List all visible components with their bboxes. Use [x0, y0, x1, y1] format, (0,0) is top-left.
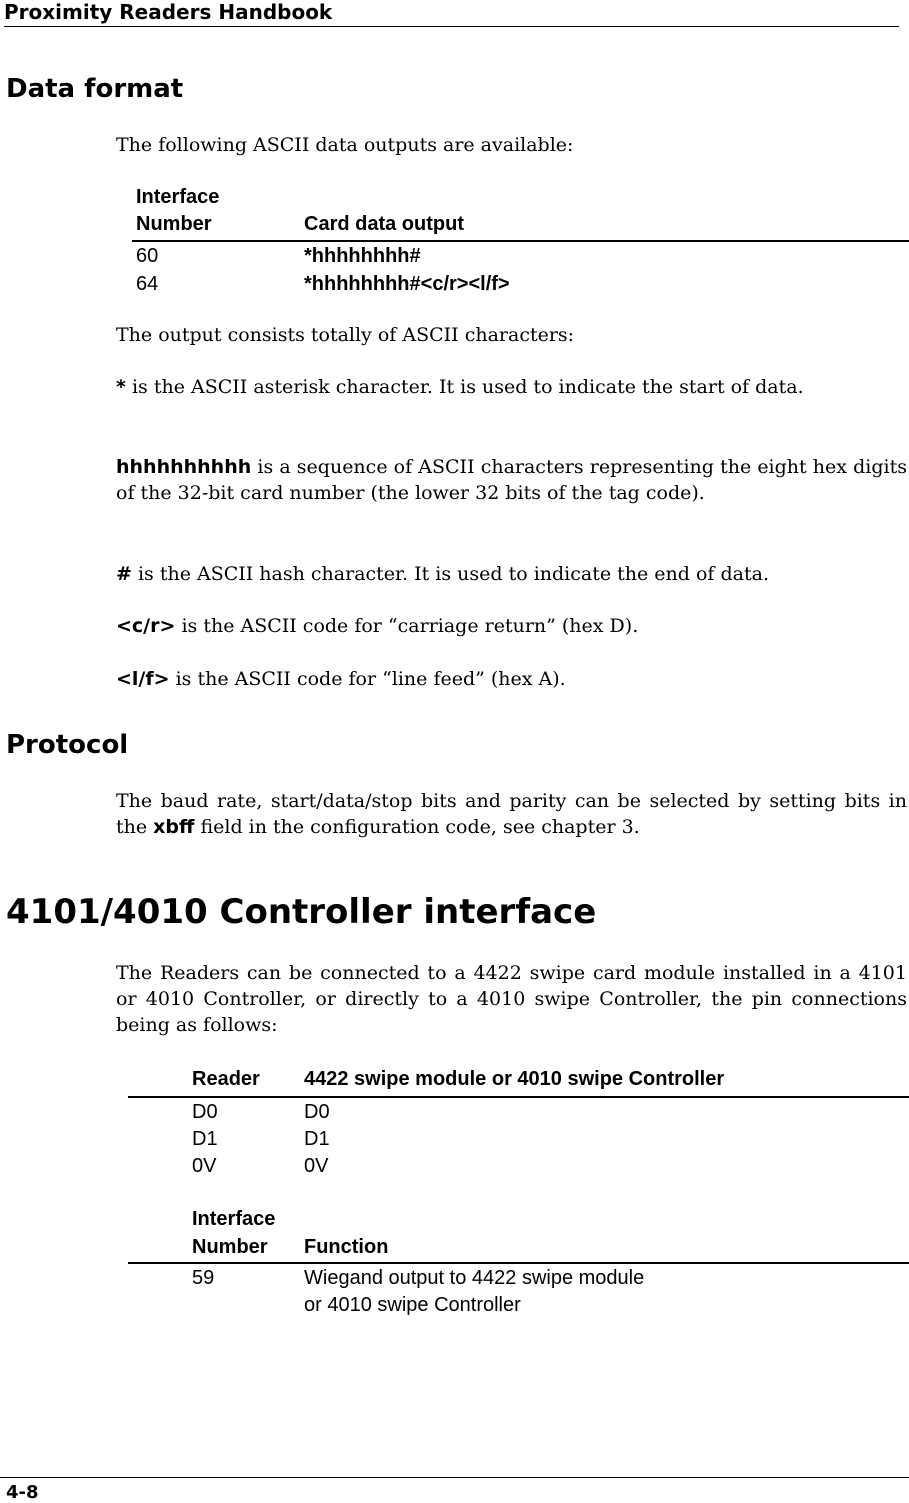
- table-header-reader: Reader: [192, 1068, 260, 1090]
- table-cell-target: D1: [304, 1128, 330, 1150]
- definition-label: hhhhhhhhhh: [116, 456, 252, 478]
- table-cell-target: D0: [304, 1101, 330, 1123]
- table-cell-output: *hhhhhhhh#: [304, 245, 421, 267]
- definition-hex-digits: [116, 454, 907, 506]
- data-format-intro: The following ASCII data outputs are available:: [116, 134, 574, 156]
- table-cell-reader: 0V: [192, 1155, 217, 1177]
- table-cell-number: 60: [136, 245, 159, 267]
- table-cell-target: 0V: [304, 1155, 329, 1177]
- table-cell-output: *hhhhhhhh#<c/r><l/f>: [304, 273, 510, 295]
- page-header: [4, 0, 899, 27]
- table-rule: [128, 1096, 909, 1098]
- heading-data-format: Data format: [6, 74, 184, 104]
- protocol-text-end: field in the configuration code, see chapter 3.: [194, 816, 640, 838]
- definition-asterisk: [116, 374, 907, 400]
- table-cell-reader: D1: [192, 1128, 218, 1150]
- table-header-target: 4422 swipe module or 4010 swipe Controller: [304, 1068, 725, 1090]
- heading-protocol: Protocol: [6, 730, 129, 760]
- table-rule: [132, 240, 909, 242]
- footer-rule: [0, 1477, 909, 1478]
- definition-line-feed: [116, 666, 907, 692]
- definition-label: #: [116, 563, 132, 585]
- heading-controller-interface: 4101/4010 Controller interface: [6, 892, 597, 932]
- definition-text: is a sequence of ASCII characters representing the eight hex digits of the 32-bit card number (the lower 32 bits of the tag code).: [116, 456, 907, 504]
- table-header-interface: Interface: [136, 186, 220, 208]
- protocol-field-name: xbff: [153, 816, 195, 838]
- definition-text: is the ASCII code for “carriage return” (hex D).: [175, 615, 639, 637]
- output-consists-text: The output consists totally of ASCII characters:: [116, 324, 575, 346]
- table-rule: [128, 1262, 909, 1264]
- table-header-number: Number: [136, 213, 212, 235]
- definition-label: <c/r>: [116, 615, 176, 637]
- definition-text: is the ASCII hash character. It is used to indicate the end of data.: [131, 563, 769, 585]
- table-cell-reader: D0: [192, 1101, 218, 1123]
- table-header-card-data: Card data output: [304, 213, 464, 235]
- protocol-text: [116, 788, 907, 840]
- definition-hash: [116, 561, 907, 587]
- header-title: Proximity Readers Handbook: [4, 0, 333, 24]
- table-cell-number: 64: [136, 273, 159, 295]
- protocol-text-start: The baud rate, start/data/stop bits and parity can be selected by setting bits in the: [116, 790, 907, 838]
- table-cell-number: 59: [192, 1267, 215, 1289]
- definition-label: *: [116, 376, 126, 398]
- table-header-interface: Interface: [192, 1208, 276, 1230]
- table-cell-function-continued: or 4010 swipe Controller: [304, 1294, 521, 1316]
- definition-carriage-return: [116, 613, 907, 639]
- table-cell-function: Wiegand output to 4422 swipe module: [304, 1267, 645, 1289]
- table-header-function: Function: [304, 1236, 389, 1258]
- definition-text: is the ASCII asterisk character. It is used to indicate the start of data.: [125, 376, 804, 398]
- page-number: 4-8: [6, 1482, 39, 1503]
- table-header-number: Number: [192, 1236, 268, 1258]
- definition-label: <l/f>: [116, 668, 170, 690]
- definition-text: is the ASCII code for “line feed” (hex A).: [169, 668, 566, 690]
- controller-intro: The Readers can be connected to a 4422 swipe card module installed in a 4101 or 4010 Controller, or directly to a 4010 swipe Controller, the pin connections being as follows:: [116, 962, 907, 1036]
